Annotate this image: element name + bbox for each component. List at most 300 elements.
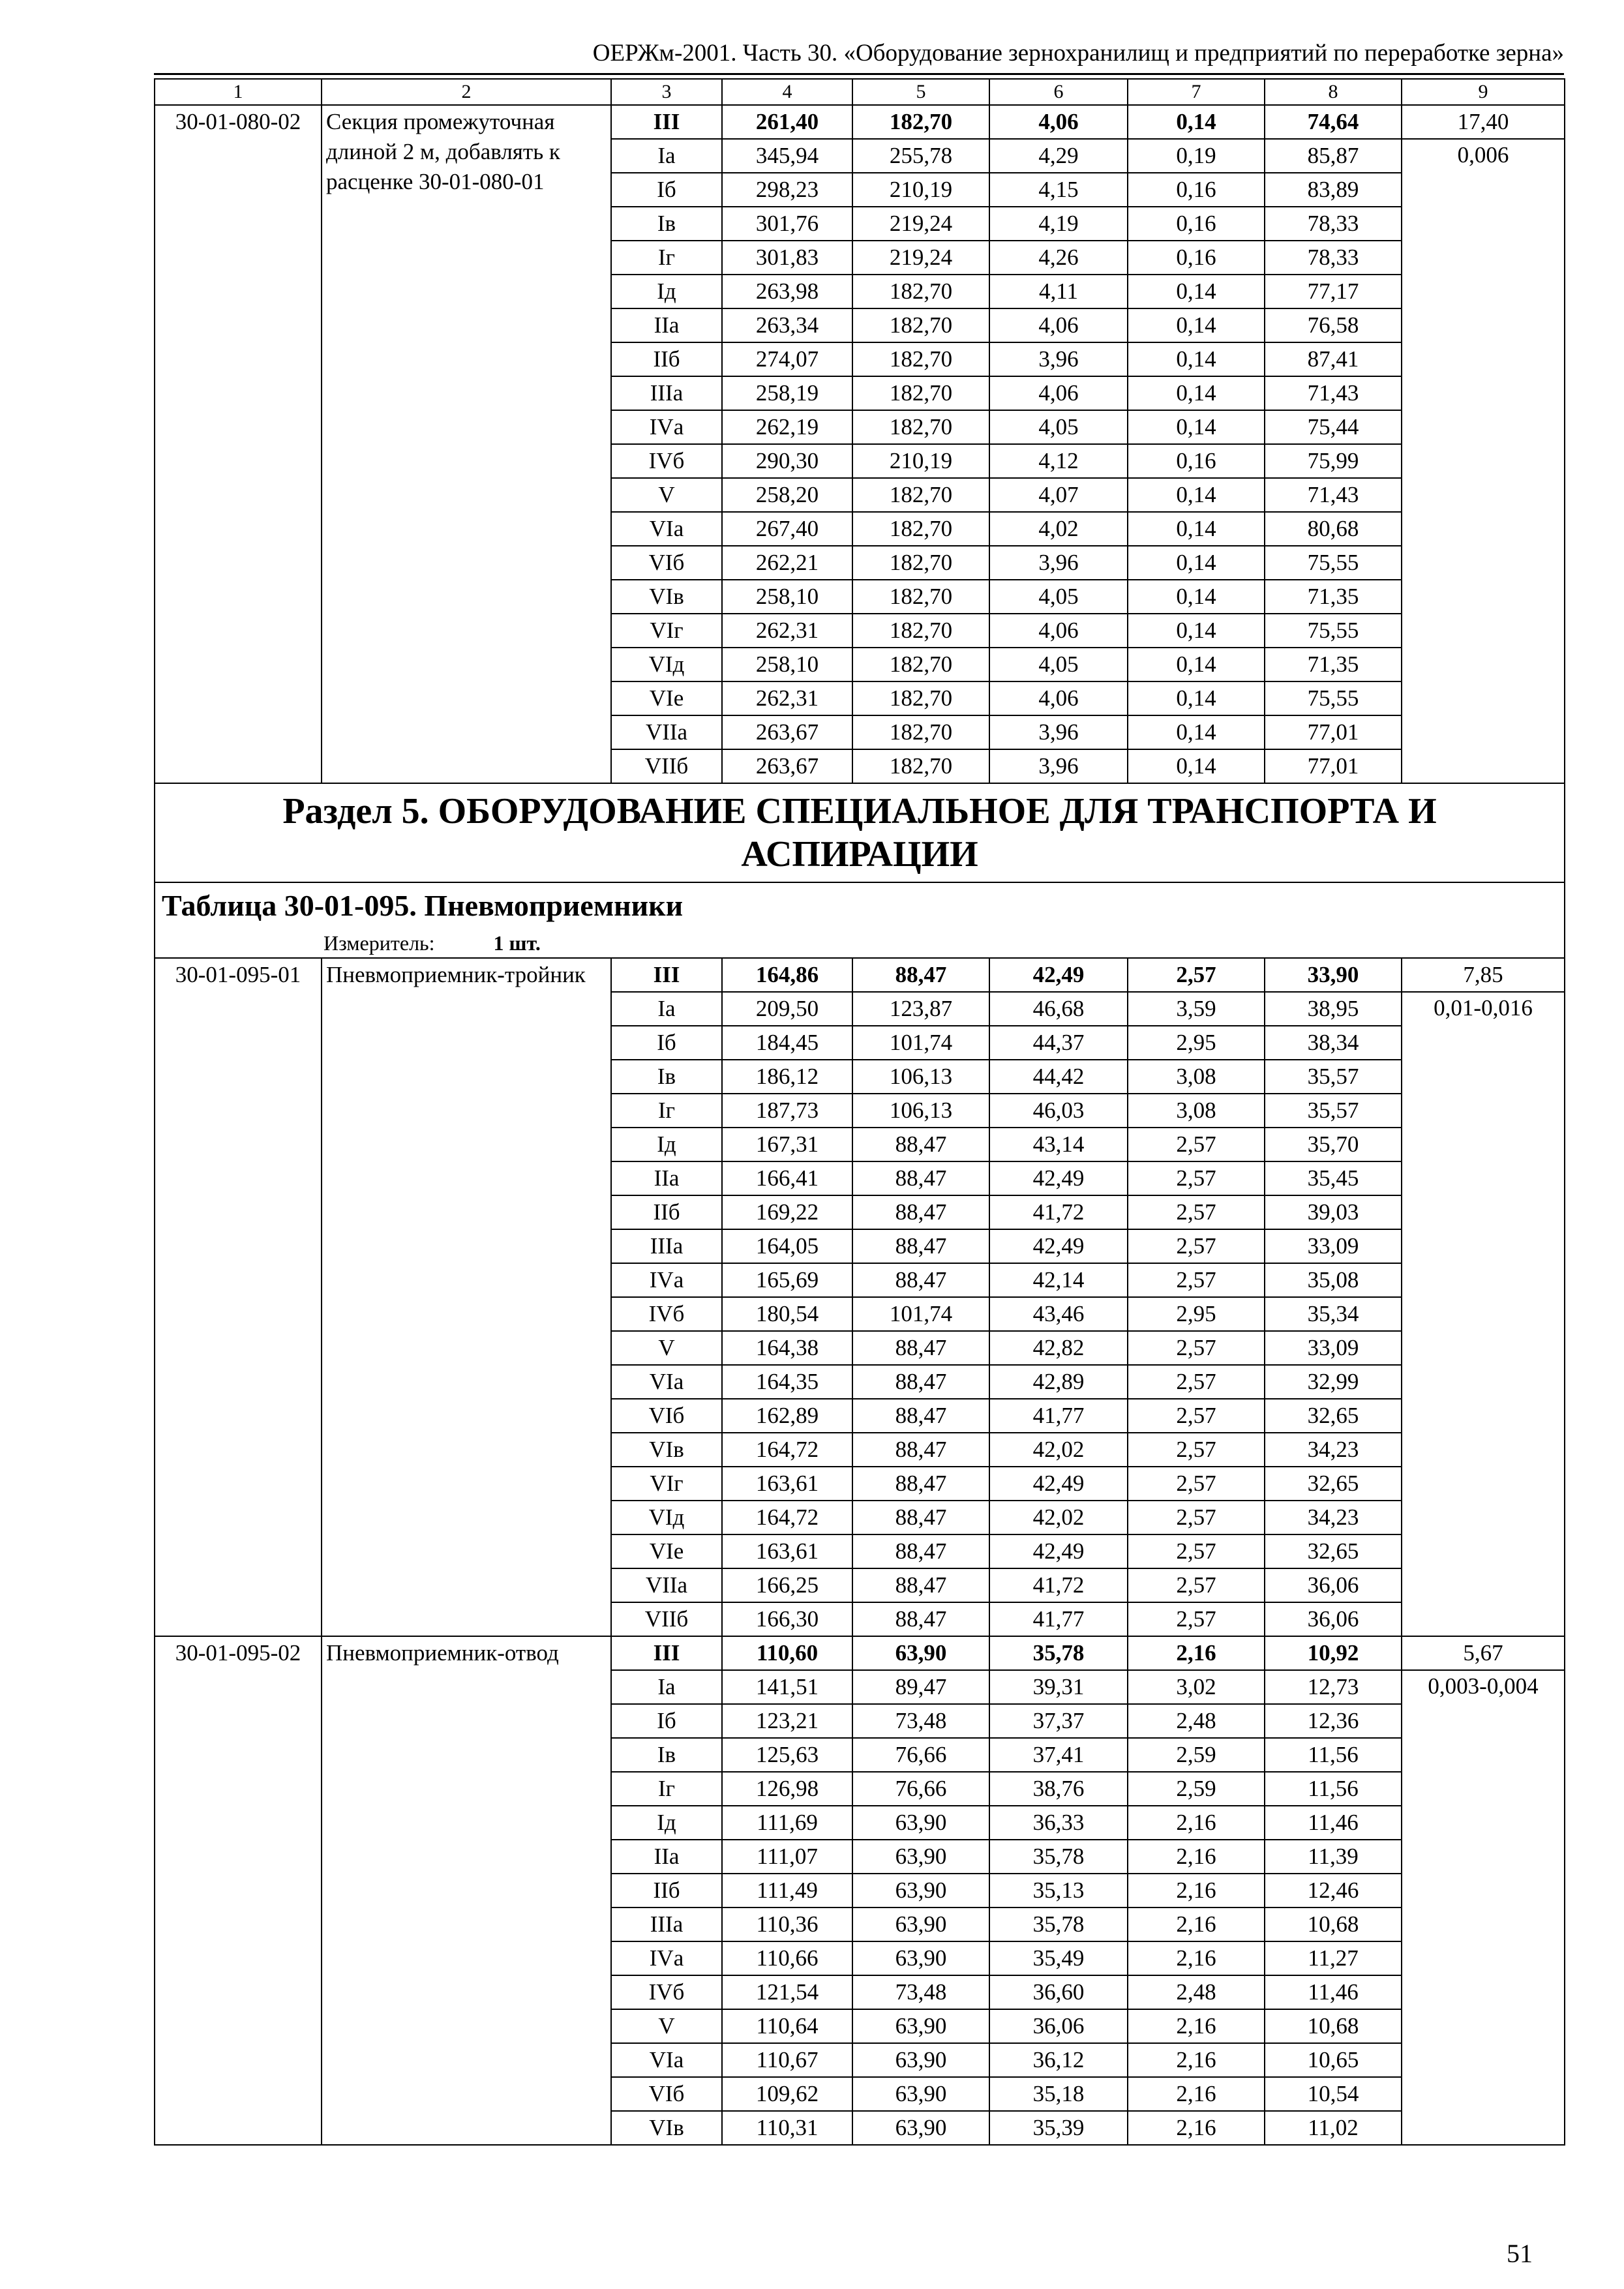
value-cell: 42,02 [989, 1501, 1128, 1534]
value-cell: 35,08 [1265, 1263, 1402, 1297]
zone-cell: Iг [611, 241, 722, 275]
rate-code: 30-01-095-01 [155, 958, 322, 1636]
value-cell: 88,47 [852, 1331, 989, 1365]
value-cell: 3,96 [989, 749, 1128, 783]
value-cell: 44,37 [989, 1026, 1128, 1060]
value-cell: 182,70 [852, 614, 989, 648]
value-cell: 35,57 [1265, 1094, 1402, 1128]
column-number: 2 [322, 79, 611, 105]
value-cell: 209,50 [722, 992, 852, 1026]
value-cell: 0,16 [1128, 207, 1265, 241]
value-cell: 219,24 [852, 241, 989, 275]
zone-cell: Iа [611, 992, 722, 1026]
value-cell: 274,07 [722, 342, 852, 376]
value-cell: 164,86 [722, 958, 852, 992]
column-number: 5 [852, 79, 989, 105]
value-cell: 0,16 [1128, 173, 1265, 207]
value-cell: 2,48 [1128, 1975, 1265, 2009]
table-row [155, 1636, 1565, 1670]
value-cell: 85,87 [1265, 139, 1402, 173]
value-cell: 164,05 [722, 1229, 852, 1263]
value-cell: 63,90 [852, 1840, 989, 1874]
value-cell: 164,35 [722, 1365, 852, 1399]
value-cell: 71,35 [1265, 648, 1402, 681]
value-cell: 36,12 [989, 2043, 1128, 2077]
zone-cell: VIе [611, 681, 722, 715]
value-cell: 76,66 [852, 1738, 989, 1772]
zone-cell: VIб [611, 546, 722, 580]
zone-cell: IIб [611, 342, 722, 376]
section-row [155, 783, 1565, 882]
value-cell: 165,69 [722, 1263, 852, 1297]
value-cell: 111,69 [722, 1806, 852, 1840]
value-cell: 4,05 [989, 580, 1128, 614]
value-cell: 41,72 [989, 1568, 1128, 1602]
value-cell: 0,14 [1128, 546, 1265, 580]
zone-cell: Iд [611, 1806, 722, 1840]
value-cell: 76,58 [1265, 308, 1402, 342]
zone-cell: IIIа [611, 376, 722, 410]
value-cell: 261,40 [722, 105, 852, 139]
value-cell: 164,72 [722, 1501, 852, 1534]
rate-code: 30-01-095-02 [155, 1636, 322, 2145]
value-cell: 34,23 [1265, 1501, 1402, 1534]
value-cell: 2,57 [1128, 1501, 1265, 1534]
value-cell: 2,16 [1128, 2077, 1265, 2111]
value-cell: 35,49 [989, 1941, 1128, 1975]
value-cell: 2,57 [1128, 1229, 1265, 1263]
value-cell: 262,31 [722, 681, 852, 715]
value-cell: 46,68 [989, 992, 1128, 1026]
value-cell: 267,40 [722, 512, 852, 546]
value-cell: 2,57 [1128, 1568, 1265, 1602]
zone-cell: Iб [611, 173, 722, 207]
value-cell: 36,60 [989, 1975, 1128, 2009]
value-cell: 37,37 [989, 1704, 1128, 1738]
extra-cell: 0,003-0,004 [1402, 1670, 1565, 2145]
zone-cell: VIIа [611, 1568, 722, 1602]
value-cell: 88,47 [852, 1195, 989, 1229]
value-cell: 110,64 [722, 2009, 852, 2043]
value-cell: 0,14 [1128, 614, 1265, 648]
value-cell: 36,06 [989, 2009, 1128, 2043]
value-cell: 77,01 [1265, 715, 1402, 749]
value-cell: 109,62 [722, 2077, 852, 2111]
value-cell: 46,03 [989, 1094, 1128, 1128]
zone-cell: VIг [611, 1467, 722, 1501]
value-cell: 75,55 [1265, 681, 1402, 715]
value-cell: 33,09 [1265, 1331, 1402, 1365]
value-cell: 63,90 [852, 2009, 989, 2043]
value-cell: 35,78 [989, 1840, 1128, 1874]
value-cell: 4,11 [989, 275, 1128, 308]
zone-cell: Iв [611, 207, 722, 241]
value-cell: 2,95 [1128, 1026, 1265, 1060]
value-cell: 290,30 [722, 444, 852, 478]
value-cell: 0,14 [1128, 342, 1265, 376]
value-cell: 32,65 [1265, 1534, 1402, 1568]
zone-cell: Iд [611, 1128, 722, 1161]
value-cell: 35,78 [989, 1908, 1128, 1941]
value-cell: 4,29 [989, 139, 1128, 173]
value-cell: 182,70 [852, 308, 989, 342]
running-header: ОЕРЖм-2001. Часть 30. «Оборудование зернохранилищ и предприятий по переработке зерна» [592, 40, 1564, 67]
zone-cell: IIб [611, 1874, 722, 1908]
value-cell: 210,19 [852, 173, 989, 207]
value-cell: 0,14 [1128, 376, 1265, 410]
value-cell: 126,98 [722, 1772, 852, 1806]
value-cell: 71,43 [1265, 376, 1402, 410]
value-cell: 301,76 [722, 207, 852, 241]
value-cell: 2,57 [1128, 1534, 1265, 1568]
zone-cell: III [611, 1636, 722, 1670]
value-cell: 0,19 [1128, 139, 1265, 173]
value-cell: 111,07 [722, 1840, 852, 1874]
value-cell: 71,35 [1265, 580, 1402, 614]
value-cell: 83,89 [1265, 173, 1402, 207]
zone-cell: IIIа [611, 1908, 722, 1941]
value-cell: 43,14 [989, 1128, 1128, 1161]
price-table [154, 78, 1565, 2146]
value-cell: 77,17 [1265, 275, 1402, 308]
zone-cell: Iд [611, 275, 722, 308]
section-title: Раздел 5. ОБОРУДОВАНИЕ СПЕЦИАЛЬНОЕ ДЛЯ ТРАНСПОРТА И АСПИРАЦИИ [155, 783, 1565, 882]
value-cell: 0,14 [1128, 681, 1265, 715]
value-cell: 12,36 [1265, 1704, 1402, 1738]
value-cell: 0,14 [1128, 648, 1265, 681]
value-cell: 87,41 [1265, 342, 1402, 376]
zone-cell: VIIб [611, 1602, 722, 1636]
value-cell: 88,47 [852, 1128, 989, 1161]
value-cell: 3,08 [1128, 1060, 1265, 1094]
value-cell: 0,14 [1128, 715, 1265, 749]
column-number: 8 [1265, 79, 1402, 105]
value-cell: 41,77 [989, 1399, 1128, 1433]
item-description: Секция промежуточная длиной 2 м, добавлять к расценке 30-01-080-01 [322, 105, 611, 783]
value-cell: 63,90 [852, 1941, 989, 1975]
value-cell: 10,68 [1265, 1908, 1402, 1941]
value-cell: 75,55 [1265, 546, 1402, 580]
value-cell: 89,47 [852, 1670, 989, 1704]
value-cell: 32,65 [1265, 1399, 1402, 1433]
value-cell: 2,57 [1128, 1128, 1265, 1161]
value-cell: 88,47 [852, 958, 989, 992]
value-cell: 0,16 [1128, 241, 1265, 275]
extra-cell: 0,01-0,016 [1402, 992, 1565, 1636]
value-cell: 10,65 [1265, 2043, 1402, 2077]
value-cell: 4,02 [989, 512, 1128, 546]
value-cell: 182,70 [852, 681, 989, 715]
value-cell: 42,82 [989, 1331, 1128, 1365]
value-cell: 74,64 [1265, 105, 1402, 139]
value-cell: 88,47 [852, 1467, 989, 1501]
value-cell: 0,14 [1128, 275, 1265, 308]
zone-cell: VIб [611, 2077, 722, 2111]
header-rule [154, 73, 1564, 75]
meter-value: 1 шт. [493, 931, 541, 955]
value-cell: 44,42 [989, 1060, 1128, 1094]
value-cell: 63,90 [852, 2077, 989, 2111]
column-number-row [155, 79, 1565, 105]
value-cell: 42,89 [989, 1365, 1128, 1399]
value-cell: 4,05 [989, 410, 1128, 444]
value-cell: 121,54 [722, 1975, 852, 2009]
zone-cell: IVб [611, 1297, 722, 1331]
value-cell: 2,57 [1128, 1365, 1265, 1399]
zone-cell: VIд [611, 648, 722, 681]
value-cell: 41,72 [989, 1195, 1128, 1229]
value-cell: 35,45 [1265, 1161, 1402, 1195]
value-cell: 263,34 [722, 308, 852, 342]
column-number: 6 [989, 79, 1128, 105]
value-cell: 2,57 [1128, 1161, 1265, 1195]
value-cell: 2,16 [1128, 1806, 1265, 1840]
value-cell: 39,31 [989, 1670, 1128, 1704]
value-cell: 169,22 [722, 1195, 852, 1229]
value-cell: 78,33 [1265, 207, 1402, 241]
value-cell: 182,70 [852, 512, 989, 546]
value-cell: 88,47 [852, 1161, 989, 1195]
weight-cell: 5,67 [1402, 1636, 1565, 1670]
zone-cell: Iа [611, 139, 722, 173]
value-cell: 110,67 [722, 2043, 852, 2077]
zone-cell: IVа [611, 1263, 722, 1297]
value-cell: 42,14 [989, 1263, 1128, 1297]
value-cell: 11,56 [1265, 1738, 1402, 1772]
value-cell: 36,06 [1265, 1602, 1402, 1636]
value-cell: 88,47 [852, 1568, 989, 1602]
value-cell: 35,18 [989, 2077, 1128, 2111]
value-cell: 88,47 [852, 1263, 989, 1297]
value-cell: 76,66 [852, 1772, 989, 1806]
value-cell: 35,57 [1265, 1060, 1402, 1094]
value-cell: 2,16 [1128, 1941, 1265, 1975]
value-cell: 4,05 [989, 648, 1128, 681]
value-cell: 2,16 [1128, 1636, 1265, 1670]
value-cell: 34,23 [1265, 1433, 1402, 1467]
value-cell: 182,70 [852, 376, 989, 410]
zone-cell: VIIб [611, 749, 722, 783]
value-cell: 262,19 [722, 410, 852, 444]
value-cell: 162,89 [722, 1399, 852, 1433]
value-cell: 2,16 [1128, 1840, 1265, 1874]
value-cell: 182,70 [852, 105, 989, 139]
value-cell: 78,33 [1265, 241, 1402, 275]
value-cell: 63,90 [852, 1908, 989, 1941]
zone-cell: VIв [611, 580, 722, 614]
value-cell: 12,73 [1265, 1670, 1402, 1704]
weight-cell: 17,40 [1402, 105, 1565, 139]
value-cell: 182,70 [852, 478, 989, 512]
zone-cell: Iа [611, 1670, 722, 1704]
value-cell: 2,59 [1128, 1772, 1265, 1806]
value-cell: 110,36 [722, 1908, 852, 1941]
value-cell: 164,38 [722, 1331, 852, 1365]
value-cell: 75,55 [1265, 614, 1402, 648]
value-cell: 2,16 [1128, 2009, 1265, 2043]
value-cell: 182,70 [852, 275, 989, 308]
zone-cell: III [611, 958, 722, 992]
value-cell: 123,87 [852, 992, 989, 1026]
value-cell: 182,70 [852, 546, 989, 580]
zone-cell: IVб [611, 444, 722, 478]
value-cell: 11,46 [1265, 1975, 1402, 2009]
value-cell: 101,74 [852, 1026, 989, 1060]
value-cell: 38,34 [1265, 1026, 1402, 1060]
value-cell: 11,27 [1265, 1941, 1402, 1975]
zone-cell: VIIа [611, 715, 722, 749]
value-cell: 301,83 [722, 241, 852, 275]
value-cell: 258,20 [722, 478, 852, 512]
zone-cell: Iб [611, 1704, 722, 1738]
value-cell: 71,43 [1265, 478, 1402, 512]
zone-cell: VIе [611, 1534, 722, 1568]
item-description: Пневмоприемник-тройник [322, 958, 611, 1636]
value-cell: 88,47 [852, 1534, 989, 1568]
value-cell: 73,48 [852, 1975, 989, 2009]
value-cell: 219,24 [852, 207, 989, 241]
value-cell: 42,02 [989, 1433, 1128, 1467]
zone-cell: IIа [611, 308, 722, 342]
value-cell: 2,57 [1128, 1399, 1265, 1433]
page-number: 51 [1507, 2239, 1533, 2268]
value-cell: 141,51 [722, 1670, 852, 1704]
value-cell: 4,06 [989, 308, 1128, 342]
value-cell: 36,06 [1265, 1568, 1402, 1602]
value-cell: 0,14 [1128, 105, 1265, 139]
value-cell: 263,67 [722, 715, 852, 749]
table-row [155, 958, 1565, 992]
value-cell: 106,13 [852, 1060, 989, 1094]
value-cell: 182,70 [852, 648, 989, 681]
zone-cell: IIа [611, 1161, 722, 1195]
value-cell: 43,46 [989, 1297, 1128, 1331]
value-cell: 32,65 [1265, 1467, 1402, 1501]
value-cell: 164,72 [722, 1433, 852, 1467]
value-cell: 2,57 [1128, 1263, 1265, 1297]
table-title-row [155, 882, 1565, 929]
meter-cell [155, 929, 1565, 958]
zone-cell: IVб [611, 1975, 722, 2009]
value-cell: 3,59 [1128, 992, 1265, 1026]
value-cell: 263,67 [722, 749, 852, 783]
value-cell: 33,90 [1265, 958, 1402, 992]
value-cell: 2,95 [1128, 1297, 1265, 1331]
value-cell: 4,07 [989, 478, 1128, 512]
value-cell: 258,19 [722, 376, 852, 410]
value-cell: 0,14 [1128, 308, 1265, 342]
value-cell: 37,41 [989, 1738, 1128, 1772]
value-cell: 2,57 [1128, 1467, 1265, 1501]
table-row [155, 105, 1565, 139]
value-cell: 182,70 [852, 715, 989, 749]
value-cell: 10,92 [1265, 1636, 1402, 1670]
value-cell: 35,70 [1265, 1128, 1402, 1161]
column-number: 4 [722, 79, 852, 105]
table-title: Таблица 30-01-095. Пневмоприемники [155, 882, 1565, 929]
zone-cell: IIIа [611, 1229, 722, 1263]
zone-cell: VIа [611, 512, 722, 546]
value-cell: 35,13 [989, 1874, 1128, 1908]
value-cell: 11,56 [1265, 1772, 1402, 1806]
value-cell: 2,57 [1128, 1433, 1265, 1467]
value-cell: 4,26 [989, 241, 1128, 275]
value-cell: 39,03 [1265, 1195, 1402, 1229]
value-cell: 106,13 [852, 1094, 989, 1128]
value-cell: 42,49 [989, 1161, 1128, 1195]
value-cell: 167,31 [722, 1128, 852, 1161]
value-cell: 123,21 [722, 1704, 852, 1738]
value-cell: 111,49 [722, 1874, 852, 1908]
value-cell: 263,98 [722, 275, 852, 308]
value-cell: 35,39 [989, 2111, 1128, 2145]
value-cell: 186,12 [722, 1060, 852, 1094]
value-cell: 0,14 [1128, 749, 1265, 783]
zone-cell: VIв [611, 2111, 722, 2145]
value-cell: 88,47 [852, 1365, 989, 1399]
value-cell: 182,70 [852, 749, 989, 783]
value-cell: 0,14 [1128, 512, 1265, 546]
value-cell: 2,57 [1128, 1195, 1265, 1229]
value-cell: 73,48 [852, 1704, 989, 1738]
meter-row [155, 929, 1565, 958]
value-cell: 2,16 [1128, 1908, 1265, 1941]
extra-cell: 0,006 [1402, 139, 1565, 783]
value-cell: 32,99 [1265, 1365, 1402, 1399]
value-cell: 258,10 [722, 580, 852, 614]
value-cell: 3,02 [1128, 1670, 1265, 1704]
value-cell: 4,19 [989, 207, 1128, 241]
zone-cell: VIб [611, 1399, 722, 1433]
value-cell: 36,33 [989, 1806, 1128, 1840]
value-cell: 210,19 [852, 444, 989, 478]
value-cell: 41,77 [989, 1602, 1128, 1636]
value-cell: 88,47 [852, 1229, 989, 1263]
zone-cell: Iг [611, 1772, 722, 1806]
value-cell: 35,34 [1265, 1297, 1402, 1331]
zone-cell: Iг [611, 1094, 722, 1128]
value-cell: 110,66 [722, 1941, 852, 1975]
value-cell: 77,01 [1265, 749, 1402, 783]
value-cell: 75,99 [1265, 444, 1402, 478]
value-cell: 180,54 [722, 1297, 852, 1331]
value-cell: 2,57 [1128, 1331, 1265, 1365]
column-number: 1 [155, 79, 322, 105]
value-cell: 63,90 [852, 2043, 989, 2077]
value-cell: 262,31 [722, 614, 852, 648]
value-cell: 182,70 [852, 342, 989, 376]
value-cell: 4,06 [989, 614, 1128, 648]
weight-cell: 7,85 [1402, 958, 1565, 992]
value-cell: 2,16 [1128, 2043, 1265, 2077]
zone-cell: IVа [611, 410, 722, 444]
column-number: 3 [611, 79, 722, 105]
value-cell: 42,49 [989, 1229, 1128, 1263]
value-cell: 88,47 [852, 1501, 989, 1534]
value-cell: 42,49 [989, 958, 1128, 992]
zone-cell: III [611, 105, 722, 139]
value-cell: 10,54 [1265, 2077, 1402, 2111]
value-cell: 2,59 [1128, 1738, 1265, 1772]
meter-label: Измеритель: [323, 931, 435, 955]
value-cell: 4,06 [989, 681, 1128, 715]
table-body [155, 79, 1565, 2145]
value-cell: 4,06 [989, 376, 1128, 410]
value-cell: 2,16 [1128, 2111, 1265, 2145]
value-cell: 262,21 [722, 546, 852, 580]
zone-cell: Iв [611, 1738, 722, 1772]
zone-cell: V [611, 1331, 722, 1365]
